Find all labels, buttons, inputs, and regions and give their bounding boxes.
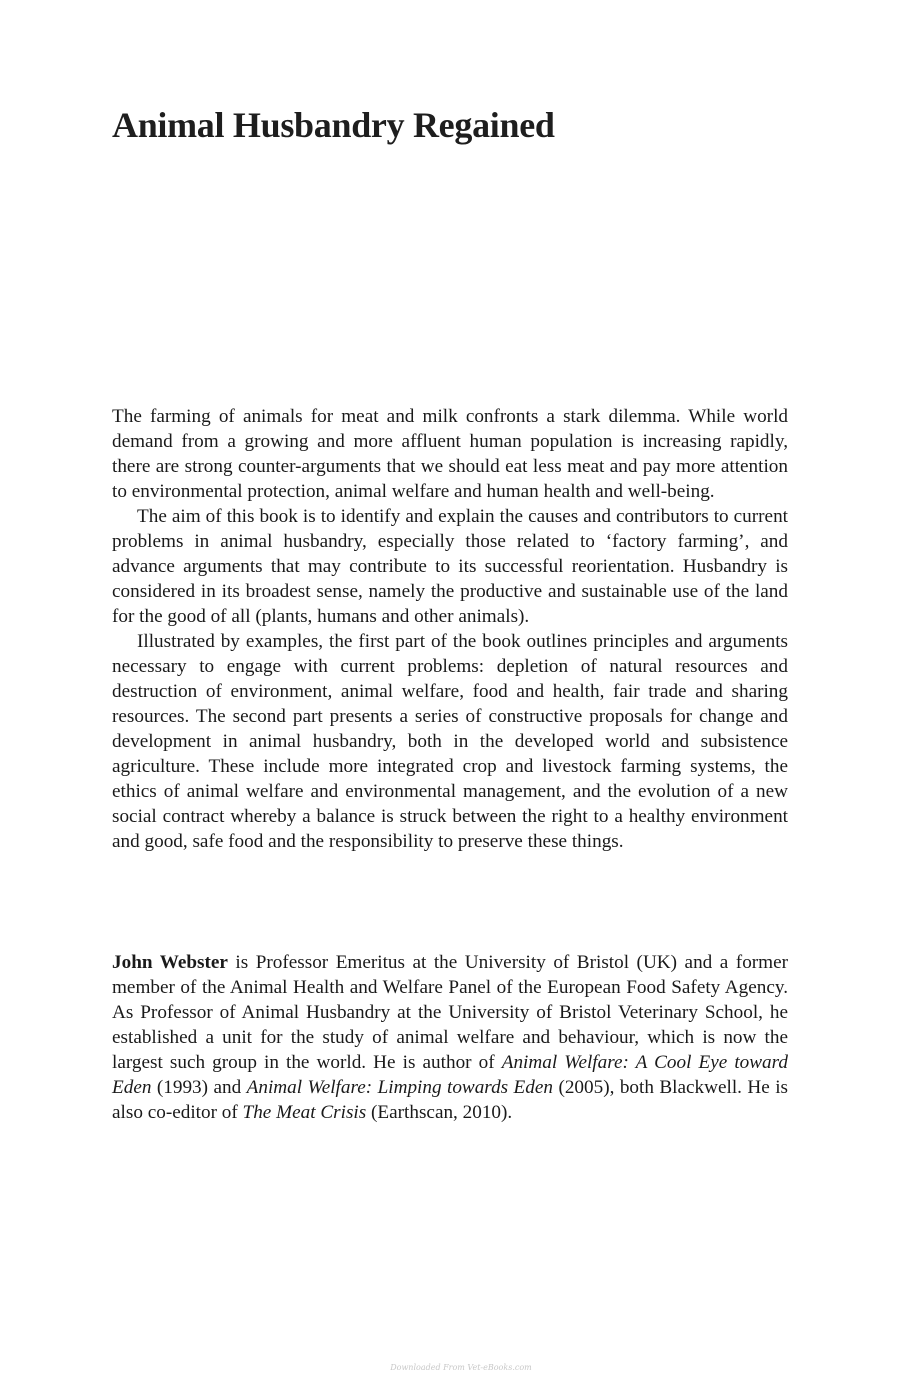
- author-bio-paragraph: [112, 950, 788, 1125]
- bio-text-3: (2005), both Blackwell. He is also co-editor of: [112, 1077, 789, 1123]
- book-title-3: The Meat Crisis: [242, 1102, 367, 1123]
- book-title-2: Animal Welfare: Limping towards Eden: [246, 1077, 553, 1098]
- bio-text-2: (1993) and: [151, 1077, 247, 1098]
- bio-text-1: is Professor Emeritus at the University of Bristol (UK) and a former member of the Animal Health and Welfare Panel of the European Food Safety Agency. As Professor of Animal Husbandry at the University of Bristol Veterinary School, he established a unit for the study of animal welfare and behaviour, which is now the largest such group in the world. He is author of: [112, 952, 789, 1073]
- book-description: [112, 404, 788, 854]
- description-paragraph-1: The farming of animals for meat and milk confronts a stark dilemma. While world demand from a growing and more affluent human population is increasing rapidly, there are strong counter-arguments that we should eat less meat and pay more attention to environmental protection, animal welfare and human health and well-being.: [112, 406, 788, 502]
- author-name: John Webster: [112, 952, 228, 973]
- book-title-1: Animal Welfare: A Cool Eye toward Eden: [112, 1052, 788, 1098]
- description-paragraph-3: Illustrated by examples, the first part of the book outlines principles and arguments necessary to engage with current problems: depletion of natural resources and destruction of environment, animal welfare, food and health, fair trade and sharing resources. The second part presents a series of constructive proposals for change and development in animal husbandry, both in the developed world and subsistence agriculture. These include more integrated crop and livestock farming systems, the ethics of animal welfare and environmental management, and the evolution of a new social contract whereby a balance is struck between the right to a healthy environment and good, safe food and the responsibility to preserve these things.: [112, 631, 788, 852]
- author-bio: [112, 950, 788, 1125]
- download-watermark: Downloaded From Vet-eBooks.com: [390, 1363, 532, 1372]
- page-title: Animal Husbandry Regained: [112, 105, 555, 145]
- bio-text-4: (Earthscan, 2010).: [366, 1102, 513, 1123]
- description-paragraph-2: The aim of this book is to identify and explain the causes and contributors to current problems in animal husbandry, especially those related to ‘factory farming’, and advance arguments that may contribute to its successful reorientation. Husbandry is considered in its broadest sense, namely the productive and sustainable use of the land for the good of all (plants, humans and other animals).: [112, 506, 788, 627]
